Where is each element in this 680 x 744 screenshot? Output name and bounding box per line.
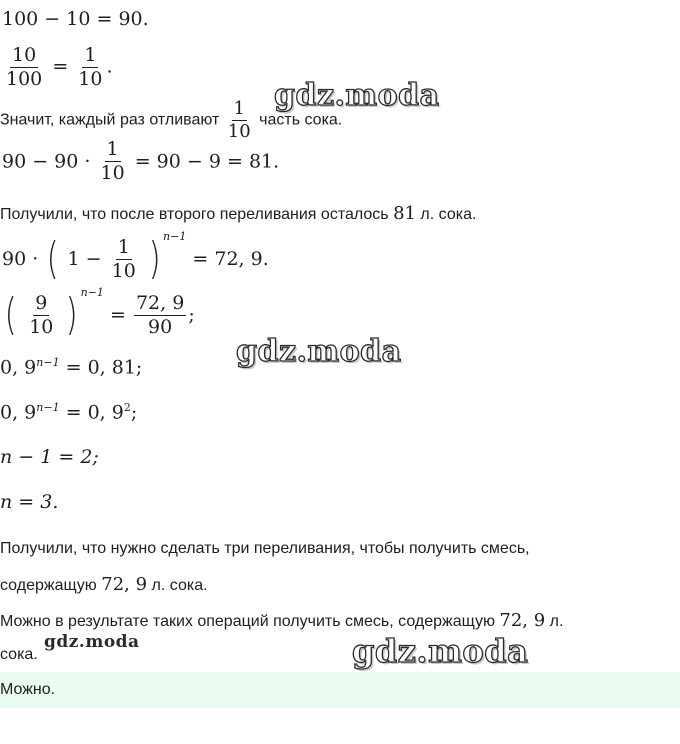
denominator: 10 — [111, 259, 136, 282]
answer-box — [0, 672, 680, 708]
equation-line-4 — [2, 140, 279, 183]
value: 81 — [393, 203, 416, 224]
equation-line-6 — [2, 230, 269, 284]
period: . — [106, 55, 113, 78]
equation-line-2 — [2, 46, 113, 89]
text-line-14 — [0, 610, 563, 631]
numerator: 1 — [84, 44, 97, 66]
watermark-logo: gdz.moda — [352, 632, 529, 670]
denominator: 10 — [100, 162, 125, 184]
semicolon: ; — [188, 304, 195, 326]
fraction — [226, 100, 253, 141]
equals-sign: = — [109, 304, 126, 326]
fraction — [98, 140, 126, 183]
text: Можно в результате таких операций получить смесь, содержащую — [0, 613, 495, 630]
text: л. сока. — [151, 577, 208, 594]
equation-text: = 90 − 9 = 81. — [134, 150, 280, 173]
left-paren: ( — [46, 233, 59, 284]
exponent: n−1 — [36, 356, 60, 369]
fraction — [76, 46, 104, 89]
text: Получили, что после второго переливания осталось — [0, 206, 389, 223]
numerator: 72, 9 — [135, 291, 185, 314]
equation-text: n − 1 = 2; — [0, 446, 99, 468]
numerator: 1 — [106, 138, 119, 160]
equation-text: n = 3. — [0, 491, 59, 513]
equation-text: 0, 9 — [0, 356, 37, 379]
denominator: 10 — [78, 68, 103, 90]
denominator: 10 — [29, 315, 54, 338]
equation-line-1 — [2, 8, 149, 30]
exponent: n−1 — [80, 286, 104, 299]
equation-text: 0, 9 — [0, 401, 37, 424]
answer-text: Можно. — [0, 681, 56, 698]
text: л. сока. — [420, 206, 477, 223]
text: Значит, каждый раз отливают — [0, 111, 220, 129]
denominator: 100 — [6, 68, 43, 90]
fraction — [110, 235, 138, 282]
text-line-12 — [0, 540, 530, 558]
equation-line-11 — [0, 491, 58, 513]
numerator: 10 — [12, 44, 37, 66]
equation-line-8 — [0, 356, 142, 378]
exponent: 2 — [123, 401, 131, 414]
text-line-13 — [0, 574, 208, 595]
text: Получили, что нужно сделать три переливания, чтобы получить смесь, — [0, 540, 530, 557]
equation-text: = 72, 9. — [192, 248, 269, 270]
equation-text: 1 − — [67, 248, 102, 270]
value: 72, 9 — [101, 574, 148, 595]
denominator: 10 — [227, 121, 251, 142]
equation-line-7 — [2, 286, 195, 340]
exponent: n−1 — [36, 401, 60, 414]
right-paren: ) — [148, 233, 161, 284]
right-paren: ) — [66, 289, 79, 340]
text-line-5 — [0, 203, 476, 224]
equation-text: = 0, 9 — [65, 401, 124, 424]
equation-line-9 — [0, 401, 137, 423]
value: 72, 9 — [499, 610, 546, 631]
equation-text: 100 − 10 = 90. — [2, 8, 149, 30]
text: часть сока. — [259, 111, 343, 129]
text-line-3 — [0, 100, 342, 141]
fraction — [4, 46, 44, 89]
watermark-logo-small: gdz.moda — [44, 632, 140, 652]
exponent: n−1 — [163, 230, 187, 243]
denominator: 90 — [148, 315, 173, 338]
watermark-logo: gdz.moda — [274, 78, 440, 113]
equation-text: 90 · — [2, 248, 39, 270]
text: содержащую — [0, 577, 97, 594]
fraction — [27, 291, 55, 338]
text: сока. — [0, 646, 38, 663]
text: л. — [549, 613, 564, 630]
semicolon: ; — [130, 401, 138, 424]
text-line-15 — [0, 646, 38, 664]
equation-text: = 0, 81; — [65, 356, 143, 379]
left-paren: ( — [4, 289, 17, 340]
numerator: 9 — [35, 291, 48, 314]
equation-line-10 — [0, 446, 99, 468]
numerator: 1 — [117, 235, 130, 258]
fraction — [134, 291, 186, 338]
numerator: 1 — [233, 98, 245, 119]
equals-sign: = — [52, 55, 69, 78]
watermark-logo: gdz.moda — [236, 334, 402, 369]
equation-text: 90 − 90 · — [2, 150, 91, 173]
